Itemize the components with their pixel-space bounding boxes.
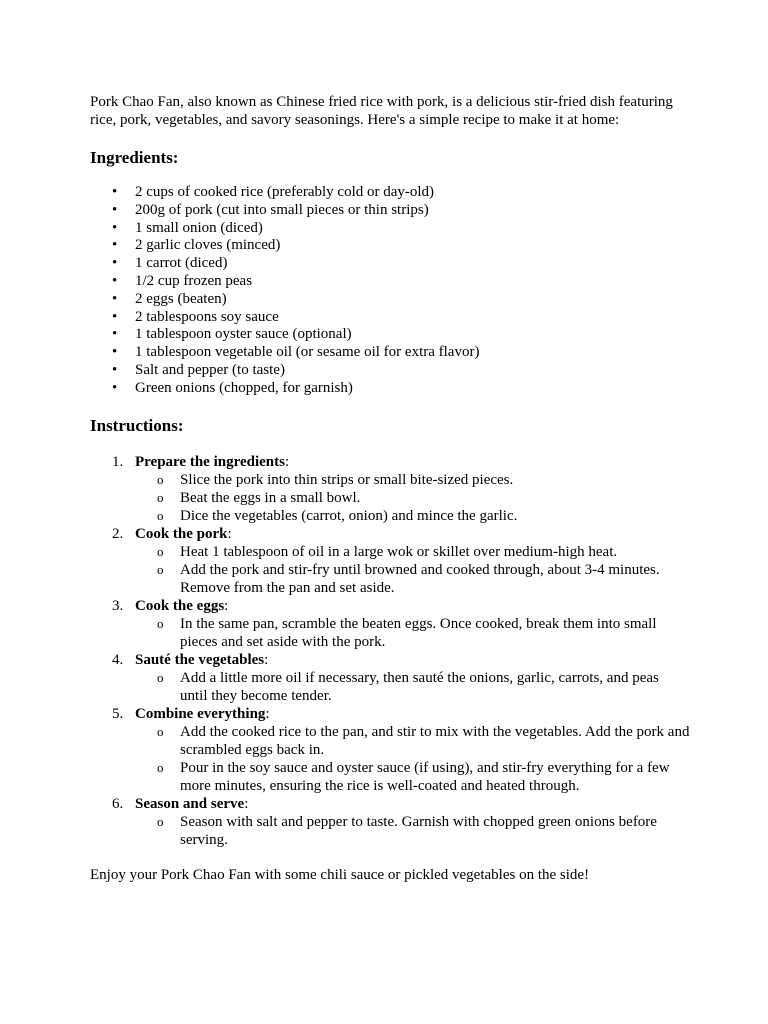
circle-bullet-icon: o [157, 543, 164, 559]
substep-item [135, 615, 690, 651]
ingredients-list [90, 184, 690, 398]
ingredient-item [90, 291, 690, 309]
bullet-icon: • [112, 219, 118, 236]
ingredient-item [90, 255, 690, 273]
step-number: 6. [112, 795, 124, 812]
ingredient-text: 1 small onion (diced) [135, 219, 263, 236]
circle-bullet-icon: o [157, 615, 164, 631]
circle-bullet-icon: o [157, 723, 164, 739]
step-number: 5. [112, 705, 124, 722]
ingredients-heading: Ingredients: [90, 148, 179, 167]
step-title-colon: : [227, 525, 232, 542]
ingredient-item [90, 184, 690, 202]
bullet-icon: • [112, 201, 118, 218]
step-number: 3. [112, 597, 124, 614]
step-title: Sauté the vegetables [135, 651, 265, 668]
substep-text: Heat 1 tablespoon of oil in a large wok or skillet over medium-high heat. [180, 543, 618, 560]
substep-text: In the same pan, scramble the beaten eggs. Once cooked, break them into small pieces and set aside with the pork. [180, 615, 657, 650]
substep-list [135, 669, 690, 705]
bullet-icon: • [112, 361, 118, 378]
bullet-icon: • [112, 326, 118, 343]
ingredient-text: 200g of pork (cut into small pieces or thin strips) [135, 201, 429, 218]
ingredient-text: 1/2 cup frozen peas [135, 272, 253, 289]
step-number: 2. [112, 525, 124, 542]
ingredient-text: 2 garlic cloves (minced) [135, 237, 281, 254]
circle-bullet-icon: o [157, 489, 164, 505]
ingredient-text: 2 tablespoons soy sauce [135, 308, 279, 325]
step-title: Season and serve [135, 795, 245, 812]
circle-bullet-icon: o [157, 561, 164, 577]
outro-paragraph: Enjoy your Pork Chao Fan with some chili sauce or pickled vegetables on the side! [90, 866, 590, 883]
substep-text: Add the cooked rice to the pan, and stir to mix with the vegetables. Add the pork and scrambled eggs back in. [180, 723, 690, 758]
substep-item [135, 759, 690, 795]
bullet-icon: • [112, 344, 118, 361]
instruction-step [90, 525, 690, 597]
ingredient-text: 2 cups of cooked rice (preferably cold or day-old) [135, 184, 435, 200]
substep-text: Season with salt and pepper to taste. Garnish with chopped green onions before serving. [180, 813, 657, 848]
ingredient-text: Salt and pepper (to taste) [135, 361, 285, 378]
ingredient-item [90, 273, 690, 291]
step-title: Combine everything [135, 705, 266, 722]
substep-list [135, 543, 690, 597]
intro-paragraph: Pork Chao Fan, also known as Chinese fried rice with pork, is a delicious stir-fried dish featuring rice, pork, vegetables, and savory seasonings. Here's a simple recipe to make it at home: [90, 94, 673, 128]
substep-item [135, 507, 690, 525]
instruction-step [90, 597, 690, 651]
step-title-colon: : [244, 795, 249, 812]
substep-item [135, 471, 690, 489]
substep-text: Add a little more oil if necessary, then sauté the onions, garlic, carrots, and peas until they become tender. [180, 669, 659, 704]
bullet-icon: • [112, 290, 118, 307]
ingredient-item [90, 202, 690, 220]
document-page [90, 93, 690, 884]
substep-text: Pour in the soy sauce and oyster sauce (if using), and stir-fry everything for a few more minutes, ensuring the rice is well-coated and heated through. [180, 759, 670, 794]
ingredient-item [90, 380, 690, 398]
step-title-colon: : [265, 705, 270, 722]
bullet-icon: • [112, 272, 118, 289]
substep-item [135, 489, 690, 507]
step-number: 1. [112, 453, 124, 470]
instruction-step [90, 453, 690, 525]
step-title-colon: : [224, 597, 229, 614]
step-number: 4. [112, 651, 124, 668]
ingredient-text: 1 carrot (diced) [135, 255, 228, 272]
step-title-colon: : [285, 453, 290, 470]
step-title: Cook the pork [135, 525, 228, 542]
instructions-heading: Instructions: [90, 415, 184, 435]
substep-item [135, 813, 690, 849]
bullet-icon: • [112, 237, 118, 254]
substep-item [135, 561, 690, 597]
substep-text: Dice the vegetables (carrot, onion) and mince the garlic. [180, 507, 518, 524]
ingredient-text: 1 tablespoon vegetable oil (or sesame oil for extra flavor) [135, 344, 480, 361]
circle-bullet-icon: o [157, 813, 164, 829]
substep-item [135, 669, 690, 705]
circle-bullet-icon: o [157, 669, 164, 685]
instruction-step [90, 795, 690, 849]
ingredient-item [90, 344, 690, 362]
substep-list [135, 471, 690, 525]
circle-bullet-icon: o [157, 759, 164, 775]
step-title-colon: : [264, 651, 269, 668]
bullet-icon: • [112, 308, 118, 325]
bullet-icon: • [112, 184, 118, 200]
substep-text: Slice the pork into thin strips or small bite-sized pieces. [180, 471, 514, 488]
ingredient-item [90, 326, 690, 344]
step-title: Prepare the ingredients [135, 453, 285, 470]
substep-list [135, 813, 690, 849]
bullet-icon: • [112, 255, 118, 272]
instructions-list [90, 453, 690, 849]
substep-list [135, 615, 690, 651]
step-title: Cook the eggs [135, 597, 225, 614]
ingredient-text: Green onions (chopped, for garnish) [135, 379, 353, 396]
ingredient-text: 2 eggs (beaten) [135, 290, 227, 307]
ingredient-item [90, 220, 690, 238]
circle-bullet-icon: o [157, 507, 164, 523]
ingredient-item [90, 237, 690, 255]
bullet-icon: • [112, 379, 118, 396]
ingredient-item [90, 309, 690, 327]
instruction-step [90, 705, 690, 795]
substep-item [135, 543, 690, 561]
substep-item [135, 723, 690, 759]
substep-text: Add the pork and stir-fry until browned and cooked through, about 3-4 minutes. Remove from the pan and set aside. [180, 561, 660, 596]
substep-text: Beat the eggs in a small bowl. [180, 489, 361, 506]
ingredient-text: 1 tablespoon oyster sauce (optional) [135, 326, 352, 343]
ingredient-item [90, 362, 690, 380]
substep-list [135, 723, 690, 795]
instruction-step [90, 651, 690, 705]
circle-bullet-icon: o [157, 471, 164, 487]
